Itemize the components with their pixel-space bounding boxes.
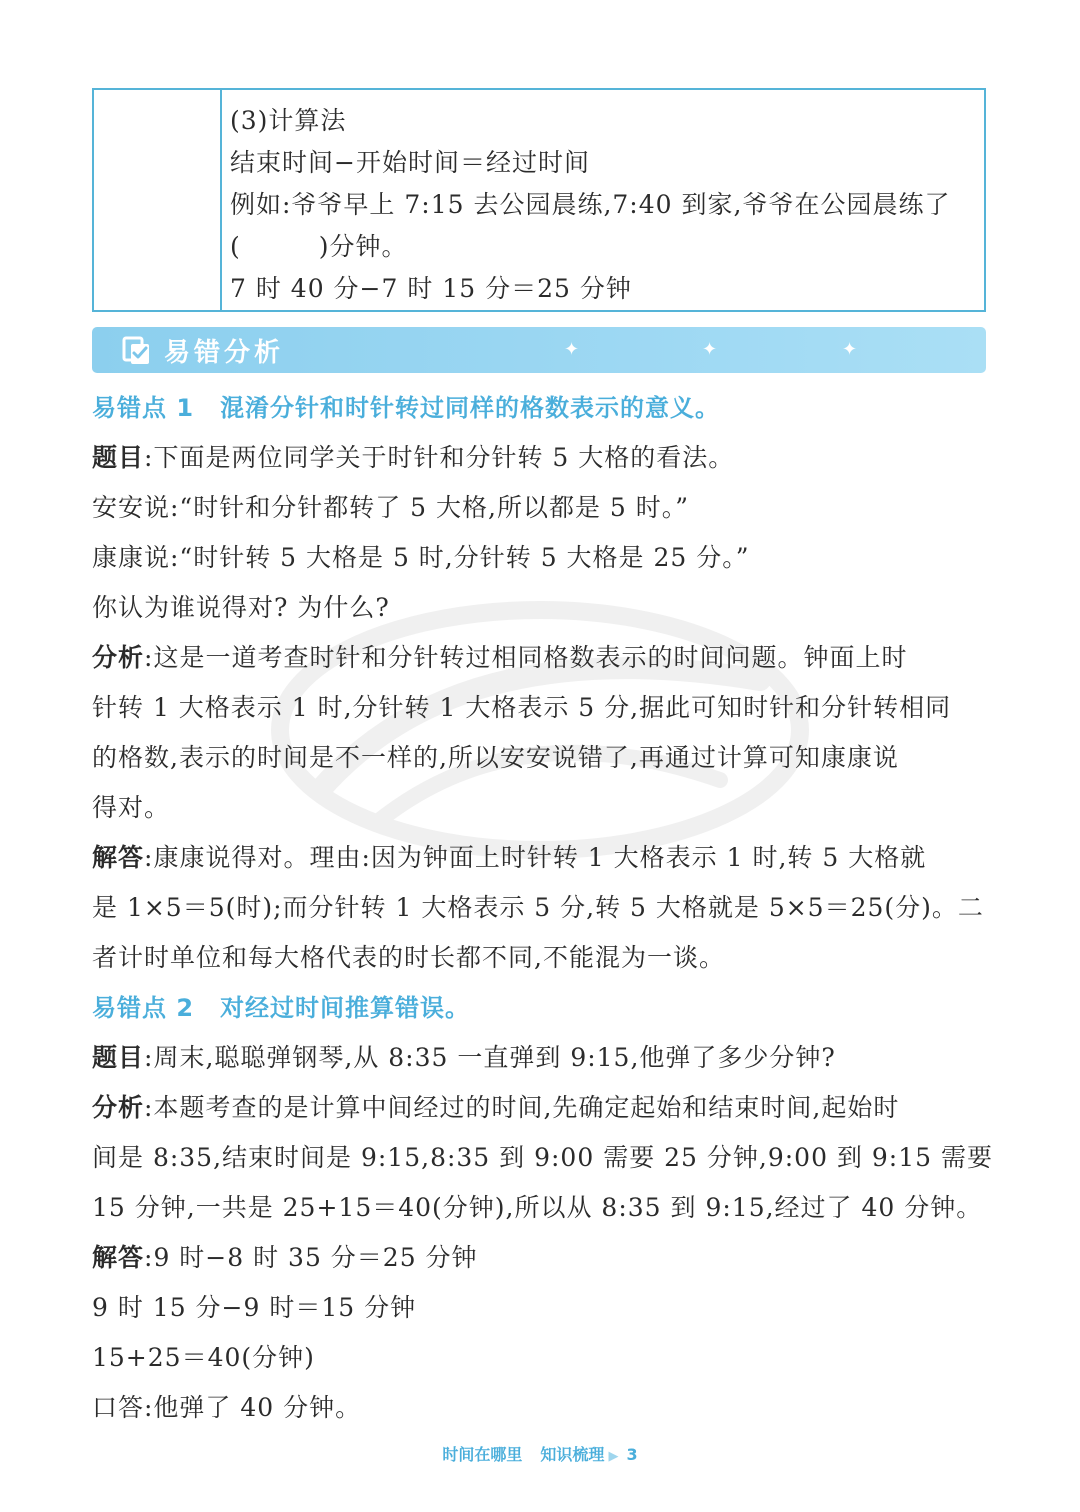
sparkle-icon: ✦ [842,339,858,360]
banner-title: 易错分析 [164,337,285,368]
section-banner [92,327,986,373]
method-example-solution: 7 时 40 分−7 时 15 分＝25 分钟 [230,274,632,303]
method-example: 例如:爷爷早上 7:15 去公园晨练,7:40 到家,爷爷在公园晨练了 [230,190,951,219]
analysis-text: :本题考查的是计算中间经过的时间,先确定起始和结束时间,起始时 [144,1093,900,1122]
analysis-2-line: 间是 8:35,结束时间是 9:15,8:35 到 9:00 需要 25 分钟,9:00 到 9:15 需要 [92,1143,993,1172]
method-example-blank: ( )分钟。 [230,232,408,261]
footer-section: 知识梳理 [540,1445,605,1464]
error-point-1-heading [92,383,992,433]
answer-1-line [92,833,992,883]
analysis-label: 分析 [92,1093,145,1122]
footer-chapter: 时间在哪里 [442,1445,523,1464]
error-point-2-label: 易错点 2 [92,994,195,1022]
question-ask: 你认为谁说得对? 为什么? [92,593,390,622]
main-content [92,383,992,1433]
oral-answer: 口答:他弹了 40 分钟。 [92,1393,362,1422]
page-footer [0,1442,1080,1465]
answer-2-line: 9 时 15 分−9 时＝15 分钟 [92,1293,417,1322]
method-table [92,88,986,312]
answer-label: 解答 [92,843,145,872]
page-number: 3 [626,1445,638,1464]
answer-2-line: 15+25＝40(分钟) [92,1343,315,1372]
question-text: :周末,聪聪弹钢琴,从 8:35 一直弹到 9:15,他弹了多少分钟? [144,1043,836,1072]
question-label: 题目 [92,443,145,472]
analysis-1-line [92,633,992,683]
answer-1-line: 者计时单位和每大格代表的时长都不同,不能混为一谈。 [92,943,725,972]
answer-label: 解答 [92,1243,145,1272]
sparkle-icon: ✦ [564,339,580,360]
analysis-2-line: 15 分钟,一共是 25+15＝40(分钟),所以从 8:35 到 9:15,经过了 40 分钟。 [92,1193,983,1222]
answer-2-line [92,1233,992,1283]
analysis-1-line: 得对。 [92,793,171,822]
answer-text: :康康说得对。理由:因为钟面上时针转 1 大格表示 1 时,转 5 大格就 [144,843,927,872]
analysis-2-line [92,1083,992,1133]
sparkle-icon: ✦ [702,339,718,360]
answer-1-line: 是 1×5＝5(时);而分针转 1 大格表示 5 分,转 5 大格就是 5×5＝25(分)。二 [92,893,984,922]
analysis-text: :这是一道考查时针和分针转过相同格数表示的时间问题。钟面上时 [144,643,908,672]
question-2 [92,1033,992,1083]
question-1 [92,433,992,483]
table-right-cell [222,90,984,310]
error-point-1-title: 混淆分针和时针转过同样的格数表示的意义。 [220,394,721,422]
analysis-label: 分析 [92,643,145,672]
triangle-right-icon: ▶ [608,1449,619,1464]
an-an-opinion: 安安说:“时针和分针都转了 5 大格,所以都是 5 时。” [92,493,690,522]
kang-kang-opinion: 康康说:“时针转 5 大格是 5 时,分针转 5 大格是 25 分。” [92,543,750,572]
answer-text: :9 时−8 时 35 分＝25 分钟 [144,1243,478,1272]
table-left-cell [94,90,222,310]
question-text: :下面是两位同学关于时针和分针转 5 大格的看法。 [144,443,735,472]
analysis-1-line: 针转 1 大格表示 1 时,分针转 1 大格表示 5 分,据此可知时针和分针转相同 [92,693,952,722]
analysis-1-line: 的格数,表示的时间是不一样的,所以安安说错了,再通过计算可知康康说 [92,743,899,772]
question-label: 题目 [92,1043,145,1072]
checklist-icon [122,334,154,366]
error-point-2-title: 对经过时间推算错误。 [220,994,471,1022]
error-point-1-label: 易错点 1 [92,394,195,422]
error-point-2-heading [92,983,992,1033]
method-formula: 结束时间−开始时间＝经过时间 [230,148,590,177]
method-heading: (3)计算法 [230,106,347,135]
